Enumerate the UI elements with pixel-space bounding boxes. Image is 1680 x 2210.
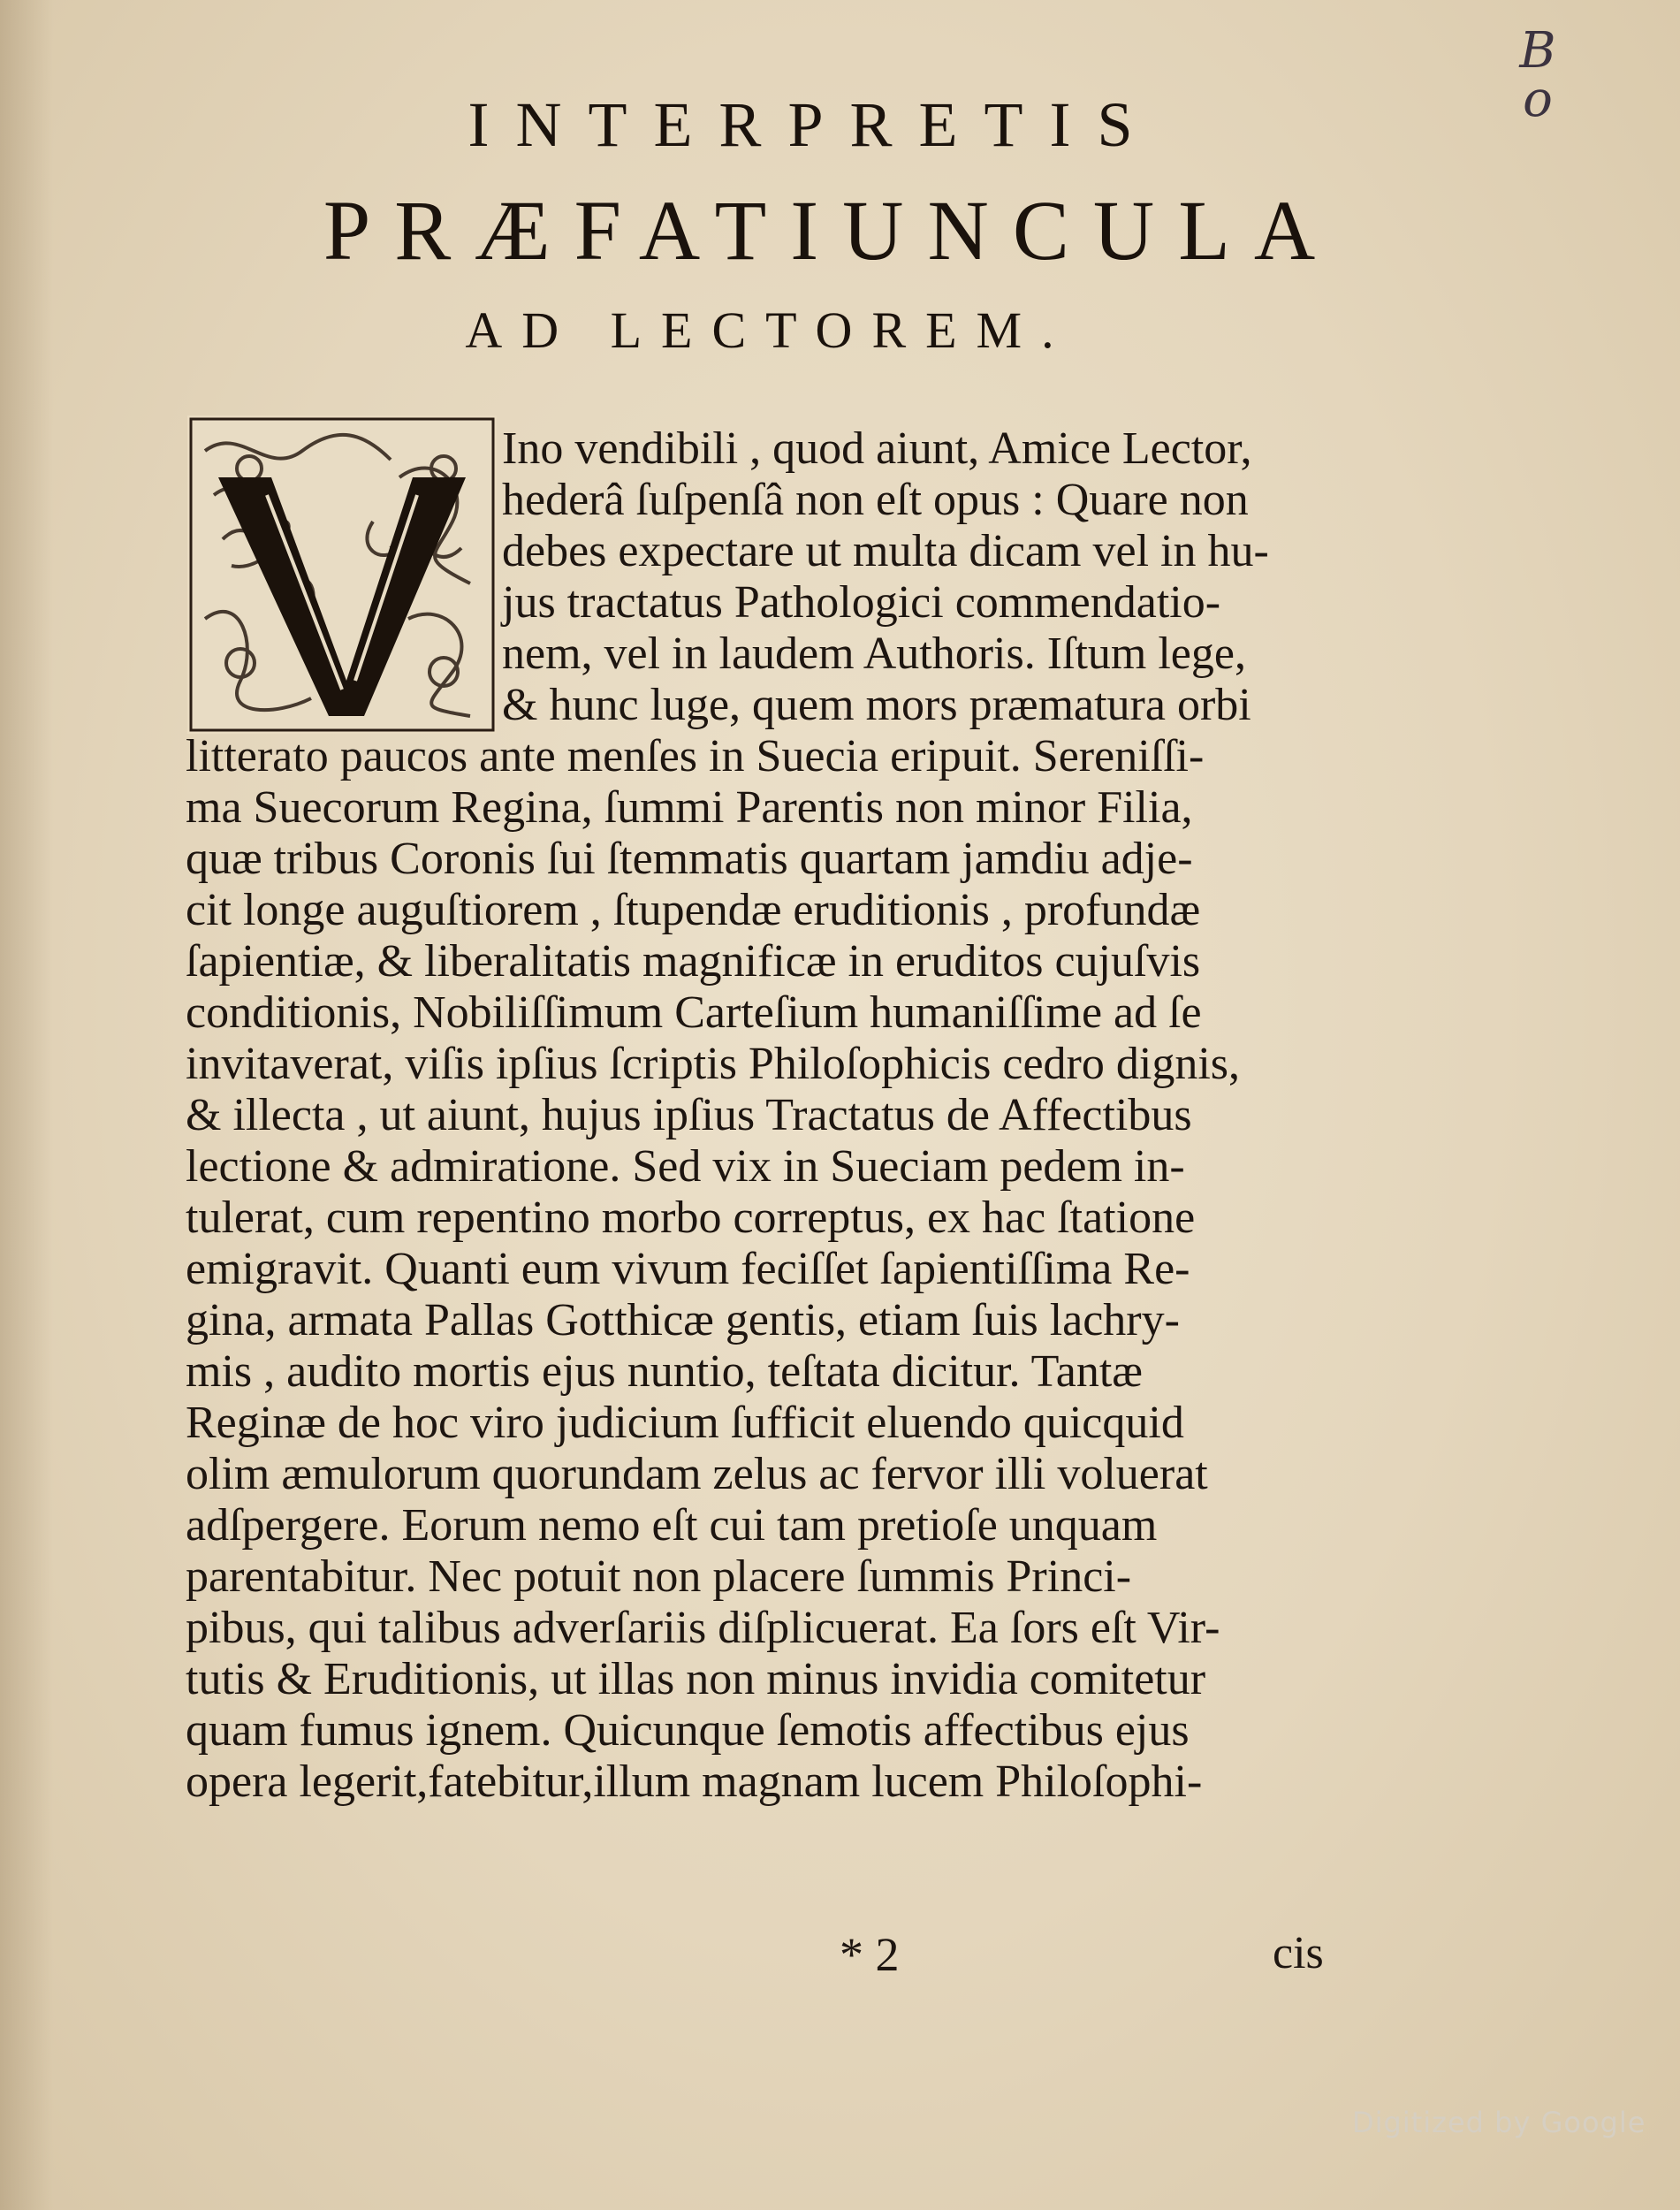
text-line: Ino vendibili , quod aiunt, Amice Lector,: [502, 423, 1252, 474]
text-line: emigravit. Quanti eum vivum feciſſet ſapientiſſima Re-: [186, 1244, 1190, 1294]
text-line: adſpergere. Eorum nemo eſt cui tam pretioſe unquam: [186, 1500, 1158, 1551]
text-line: ma Suecorum Regina, ſummi Parentis non minor Filia,: [186, 782, 1193, 833]
digitization-watermark: Digitized by Google: [1352, 2106, 1646, 2139]
margin-annotation: [1502, 22, 1573, 128]
text-line: pibus, qui talibus adverſariis diſplicuerat. Ea ſors eſt Vir-: [186, 1603, 1220, 1653]
text-line: tutis & Eruditionis, ut illas non minus invidia comitetur: [186, 1654, 1206, 1704]
decorated-initial: [187, 415, 497, 734]
text-line: litterato paucos ante menſes in Suecia eripuit. Sereniſſi-: [186, 731, 1205, 781]
heading-line-2: PRÆFATIUNCULA: [323, 183, 1340, 278]
ornamental-initial-icon: [187, 415, 497, 734]
text-line: invitaverat, viſis ipſius ſcriptis Philoſophicis cedro dignis,: [186, 1039, 1241, 1089]
text-line: nem, vel in laudem Authoris. Iſtum lege,: [502, 629, 1246, 679]
text-line: & hunc luge, quem mors præmatura orbi: [502, 680, 1251, 730]
text-line: gina, armata Pallas Gotthicæ gentis, etiam ſuis lachry-: [186, 1295, 1180, 1345]
margin-annotation-letter: B: [1519, 22, 1556, 80]
text-line: & illecta , ut aiunt, hujus ipſius Tractatus de Affectibus: [186, 1090, 1192, 1140]
text-line: jus tractatus Pathologici commendatio-: [502, 577, 1221, 628]
text-line: opera legerit,fatebitur,illum magnam lucem Philoſophi-: [186, 1757, 1203, 1807]
text-line: conditionis, Nobiliſſimum Carteſium humaniſſime ad ſe: [186, 987, 1202, 1038]
text-line: quam fumus ignem. Quicunque ſemotis affectibus ejus: [186, 1705, 1190, 1756]
text-line: quæ tribus Coronis ſui ſtemmatis quartam jamdiu adje-: [186, 834, 1193, 884]
heading-line-1: INTERPRETIS: [468, 89, 1159, 160]
text-line: lectione & admiratione. Sed vix in Sueciam pedem in-: [186, 1141, 1185, 1192]
heading-line-3: AD LECTOREM.: [465, 301, 1074, 359]
text-line: parentabitur. Nec potuit non placere ſummis Princi-: [186, 1551, 1132, 1602]
text-line: Reginæ de hoc viro judicium ſufficit eluendo quicquid: [186, 1398, 1184, 1448]
text-line: cit longe auguſtiorem , ſtupendæ eruditionis , profundæ: [186, 885, 1201, 935]
margin-annotation-mark: o: [1523, 71, 1553, 128]
text-line: ſapientiæ, & liberalitatis magnificæ in eruditos cujuſvis: [186, 936, 1201, 987]
catchword: cis: [1273, 1928, 1324, 1978]
text-line: hederâ ſuſpenſâ non eſt opus : Quare non: [502, 475, 1249, 525]
text-line: olim æmulorum quorundam zelus ac fervor illi voluerat: [186, 1449, 1208, 1499]
text-line: debes expectare ut multa dicam vel in hu-: [502, 526, 1269, 576]
text-line: mis , audito mortis ejus nuntio, teſtata dicitur. Tantæ: [186, 1346, 1143, 1397]
text-line: tulerat, cum repentino morbo correptus, ex hac ſtatione: [186, 1193, 1196, 1243]
signature-mark: * 2: [840, 1928, 900, 1981]
